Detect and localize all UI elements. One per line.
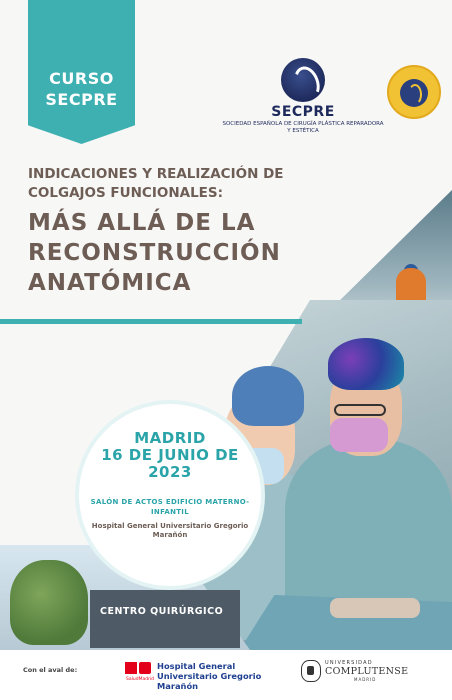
footer-hospital-name: Hospital General Universitario Gregorio Marañón [157,661,262,691]
surgeon-right-cap [328,338,404,390]
surgeon-right-mask [330,418,388,452]
secpre-logo-word: SECPRE [271,104,335,120]
secpre-logo-subtitle: SOCIEDAD ESPAÑOLA DE CIRUGÍA PLÁSTICA REPARADORA Y ESTÉTICA [222,121,384,134]
building-sign: CENTRO QUIRÚRGICO [100,606,224,617]
event-venue: SALÓN DE ACTOS EDIFICIO MATERNO-INFANTIL [90,498,250,516]
complutense-seal-icon [301,660,321,682]
salud-madrid-text: SaludMadrid [126,677,155,682]
secpre-logo-icon [281,58,325,102]
aval-label: Con el aval de: [23,666,78,674]
hospital-logo-icon [139,662,151,674]
course-badge-text: CURSO SECPRE [45,69,118,109]
course-subtitle: INDICACIONES Y REALIZACIÓN DE COLGAJOS FUNCIONALES: [28,166,284,201]
university-label: UNIVERSIDAD [325,660,373,666]
seal-emblem-icon [400,79,428,107]
event-city-date [80,430,260,481]
course-title: MÁS ALLÁ DE LA RECONSTRUCCIÓN ANATÓMICA [28,210,281,296]
university-city: MADRID [354,677,377,682]
surgeon-left-cap [232,366,304,426]
event-hospital: Hospital General Universitario Gregorio Marañón [91,522,249,539]
tree [10,560,88,645]
building-facade [90,590,240,648]
event-city: MADRID [134,429,206,447]
university-name: COMPLUTENSE [325,666,409,677]
event-date: 16 DE JUNIO DE 2023 [101,446,239,481]
surgeon-right-glasses [334,404,386,416]
salud-madrid-logo-icon [125,662,137,674]
divider [0,319,302,324]
surgical-tools [330,598,420,618]
